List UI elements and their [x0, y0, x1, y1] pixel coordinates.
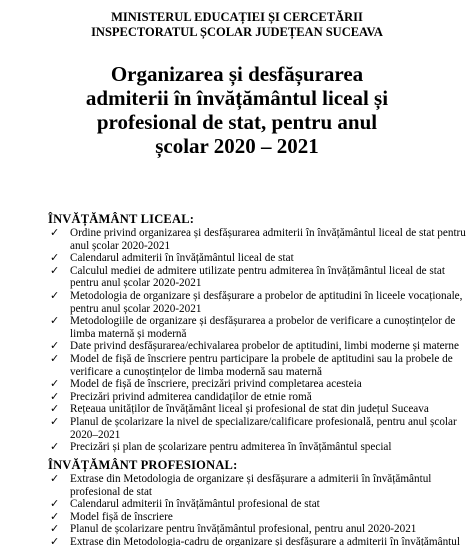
document-title — [20, 62, 454, 158]
section-invatamant-profesional — [48, 458, 468, 546]
checkmark-icon: ✓ — [50, 339, 60, 353]
list-item-text[interactable]: Date privind desfășurarea/echivalarea probelor de aptitudini, limbi moderne și materne — [70, 340, 459, 353]
checkmark-icon: ✓ — [50, 226, 60, 239]
checkmark-icon: ✓ — [50, 288, 60, 302]
checkmark-icon: ✓ — [50, 497, 60, 511]
list-item-text[interactable]: Model fișă de înscriere — [70, 510, 173, 523]
document-header — [0, 10, 474, 40]
list-item[interactable] — [48, 252, 468, 265]
title-line: școlar 2020 – 2021 — [155, 134, 319, 158]
list-item-text[interactable]: Ordine privind organizarea și desfășurarea admiterii în învățământul liceal de stat pentru anul școlar 2020-2021 — [70, 227, 466, 252]
list-item[interactable] — [48, 403, 468, 416]
list-item[interactable] — [48, 353, 468, 378]
checkmark-icon: ✓ — [50, 314, 60, 328]
title-line: Organizarea și desfășurarea — [110, 62, 364, 86]
list-item-text[interactable]: Metodologia de organizare și desfășurare a probelor de aptitudini în liceele vocaționale, pentru anul școlar 2020-2021 — [70, 289, 463, 315]
list-item[interactable] — [48, 473, 468, 498]
list-item-text[interactable]: Model de fișă de înscriere, precizări privind completarea acesteia — [70, 378, 362, 391]
list-item-text[interactable]: Precizări și plan de școlarizare pentru admiterea în învățământul special — [70, 441, 392, 454]
list-item-text[interactable]: Extrase din Metodologia de organizare și desfășurare a admiterii în învățământul profesional de stat — [70, 473, 432, 498]
inspectorate-name: INSPECTORATUL ȘCOLAR JUDEȚEAN SUCEAVA — [91, 25, 383, 39]
title-line: admiterii în învățământul liceal și — [85, 86, 389, 110]
ministry-name: MINISTERUL EDUCAȚIEI ȘI CERCETĂRII — [111, 10, 363, 24]
link-list — [48, 473, 468, 546]
checkmark-icon: ✓ — [50, 377, 60, 391]
checkmark-icon: ✓ — [50, 472, 60, 485]
list-item-text[interactable]: Precizări privind admiterea candidaților de etnie romă — [70, 390, 312, 403]
checkmark-icon: ✓ — [50, 440, 60, 454]
list-item[interactable] — [48, 227, 468, 252]
list-item[interactable] — [48, 523, 468, 536]
list-item[interactable] — [48, 315, 468, 340]
list-item-text[interactable]: Metodologiile de organizare și desfășurarea a probelor de verificare a cunoștințelor de limba maternă și modernă — [70, 315, 456, 340]
section-heading: ÎNVĂȚĂMÂNT PROFESIONAL: — [48, 458, 238, 472]
checkmark-icon: ✓ — [50, 414, 60, 428]
checkmark-icon: ✓ — [50, 522, 60, 536]
title-line: profesional de stat, pentru anul — [96, 110, 378, 134]
list-item-text[interactable]: Planul de școlarizare pentru învățământul profesional, pentru anul 2020-2021 — [70, 523, 417, 536]
list-item-text[interactable]: Rețeaua unităților de învățământ liceal și profesional de stat din județul Suceava — [70, 403, 429, 416]
checkmark-icon: ✓ — [50, 251, 60, 265]
link-list — [48, 227, 468, 454]
checkmark-icon: ✓ — [50, 351, 60, 365]
list-item[interactable] — [48, 416, 468, 441]
list-item[interactable] — [48, 391, 468, 404]
checkmark-icon: ✓ — [50, 263, 60, 277]
checkmark-icon: ✓ — [50, 534, 60, 546]
list-item[interactable] — [48, 265, 468, 290]
section-invatamant-liceal — [48, 212, 468, 454]
section-heading: ÎNVĂȚĂMÂNT LICEAL: — [48, 212, 195, 226]
list-item[interactable] — [48, 378, 468, 391]
checkmark-icon: ✓ — [50, 509, 60, 523]
list-item[interactable] — [48, 441, 468, 454]
list-item[interactable] — [48, 340, 468, 353]
checkmark-icon: ✓ — [50, 389, 60, 403]
checkmark-icon: ✓ — [50, 402, 60, 416]
list-item[interactable] — [48, 290, 468, 315]
list-item[interactable] — [48, 511, 468, 524]
list-item[interactable] — [48, 498, 468, 511]
list-item[interactable] — [48, 536, 468, 546]
list-item-text[interactable]: Calculul mediei de admitere utilizate pentru admiterea în învățământul liceal de stat pentru anul școlar 2020-2021 — [70, 264, 445, 290]
list-item-text[interactable]: Model de fișă de înscriere pentru participare la probele de aptitudini sau la probele de verificare a cunoștințelor de limba modernă sau maternă — [70, 352, 453, 378]
list-item-text[interactable]: Calendarul admiterii în învățământul liceal de stat — [70, 252, 294, 265]
list-item-text[interactable]: Extrase din Metodologia-cadru de organizare și desfășurare a admiterii în învățământul — [70, 535, 460, 546]
list-item-text[interactable]: Calendarul admiterii în învățământul profesional de stat — [70, 498, 320, 511]
list-item-text[interactable]: Planul de școlarizare la nivel de specializare/calificare profesională, pentru anul școlar 2020–2021 — [70, 415, 457, 441]
